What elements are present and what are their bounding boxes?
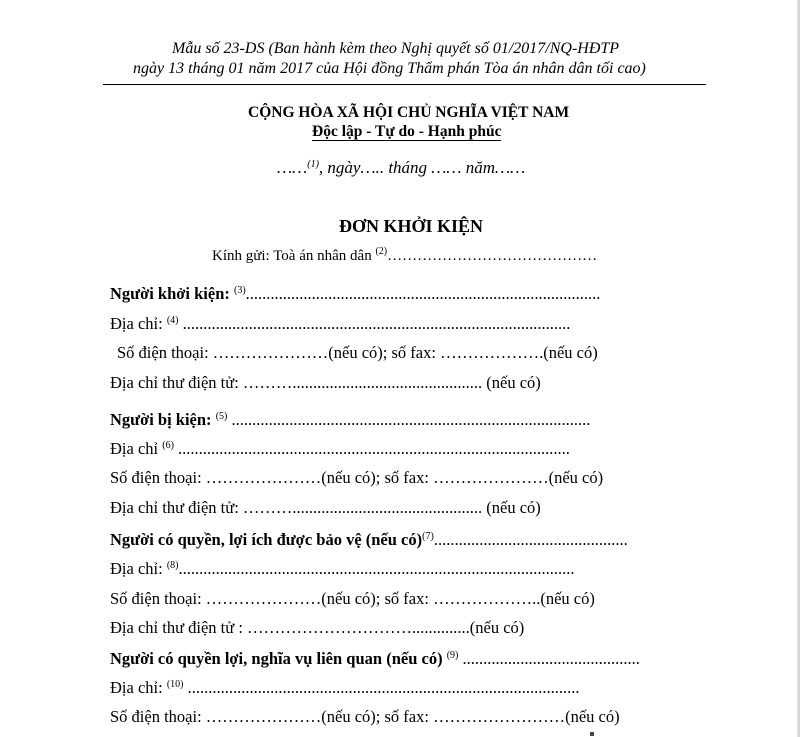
- defendant-email-line: Địa chỉ thư điện tử: ……….............................................. (nếu có): [110, 498, 541, 517]
- related-party-label: Người có quyền lợi, nghĩa vụ liên quan (nếu có): [110, 649, 443, 668]
- address-label: Địa chỉ:: [110, 678, 167, 697]
- defendant-dots: .......................................................................................: [227, 410, 591, 429]
- defendant-line: [110, 410, 590, 430]
- plaintiff-dots: ......................................................................................: [245, 284, 601, 303]
- address-dots: ..............................................................................................: [178, 314, 571, 333]
- related-party-address-line: [110, 678, 580, 698]
- plaintiff-label: Người khởi kiện:: [110, 284, 230, 303]
- protected-party-phone-line: Số điện thoại: …………………(nếu có); số fax: ………………..(nếu có): [110, 589, 595, 608]
- protected-party-line: [110, 530, 628, 550]
- footnote-3: (3): [234, 285, 246, 296]
- protected-party-address-line: [110, 559, 575, 579]
- defendant-phone-line: Số điện thoại: …………………(nếu có); số fax: …………………(nếu có): [110, 468, 604, 487]
- recipient-line: [212, 248, 597, 265]
- footnote-6: (6): [162, 440, 174, 451]
- slogan-text: Độc lập - Tự do - Hạnh phúc: [312, 123, 502, 140]
- country-name: CỘNG HÒA XÃ HỘI CHỦ NGHĨA VIỆT NAM: [248, 104, 570, 121]
- address-dots: ................................................................................................: [178, 559, 575, 578]
- recipient-dots: ……………………………………: [387, 248, 598, 264]
- footnote-1: (1): [307, 159, 319, 170]
- related-party-phone-line: Số điện thoại: …………………(nếu có); số fax: ……………………(nếu có): [110, 707, 620, 726]
- document-title: ĐƠN KHỞI KIỆN: [339, 216, 484, 236]
- form-reference-line-1: Mẫu số 23-DS (Ban hành kèm theo Nghị quyết số 01/2017/NQ-HĐTP: [172, 40, 620, 57]
- plaintiff-phone-line: Số điện thoại: …………………(nếu có); số fax: ……………….(nếu có): [117, 343, 598, 362]
- protected-party-email-line: Địa chỉ thư điện tử : …………………………..............(nếu có): [110, 618, 525, 637]
- plaintiff-email-line: Địa chỉ thư điện tử: ……….............................................. (nếu có): [110, 373, 541, 392]
- address-label: Địa chỉ:: [110, 314, 167, 333]
- related-party-dots: ...........................................: [458, 649, 640, 668]
- scan-mark: [590, 732, 594, 736]
- date-rest: , ngày….. tháng …… năm……: [318, 158, 526, 177]
- header-divider: [103, 84, 706, 85]
- national-slogan: [312, 123, 501, 141]
- protected-party-dots: ...............................................: [433, 530, 628, 549]
- address-label: Địa chỉ: [110, 439, 163, 458]
- footnote-8: (8): [166, 560, 179, 571]
- footnote-7: (7): [422, 531, 434, 542]
- plaintiff-line: [110, 284, 600, 304]
- footnote-10: (10): [166, 679, 184, 690]
- protected-party-label: Người có quyền, lợi ích được bảo vệ (nếu có): [110, 530, 423, 549]
- footnote-4: (4): [166, 315, 179, 326]
- address-dots: ...............................................................................................: [173, 439, 570, 458]
- recipient-label: Kính gửi: Toà án nhân dân: [212, 248, 376, 264]
- plaintiff-address-line: [110, 314, 570, 334]
- footnote-5: (5): [215, 411, 228, 422]
- related-party-line: [110, 649, 640, 669]
- address-label: Địa chỉ:: [110, 559, 167, 578]
- defendant-label: Người bị kiện:: [110, 410, 212, 429]
- footnote-9: (9): [446, 650, 459, 661]
- footnote-2: (2): [375, 246, 388, 257]
- address-dots: ...............................................................................................: [183, 678, 580, 697]
- form-reference-line-2: ngày 13 tháng 01 năm 2017 của Hội đồng Thẩm phán Tòa án nhân dân tối cao): [133, 60, 646, 77]
- defendant-address-line: [110, 439, 570, 459]
- date-line: [277, 158, 525, 178]
- date-place: ……: [277, 158, 308, 177]
